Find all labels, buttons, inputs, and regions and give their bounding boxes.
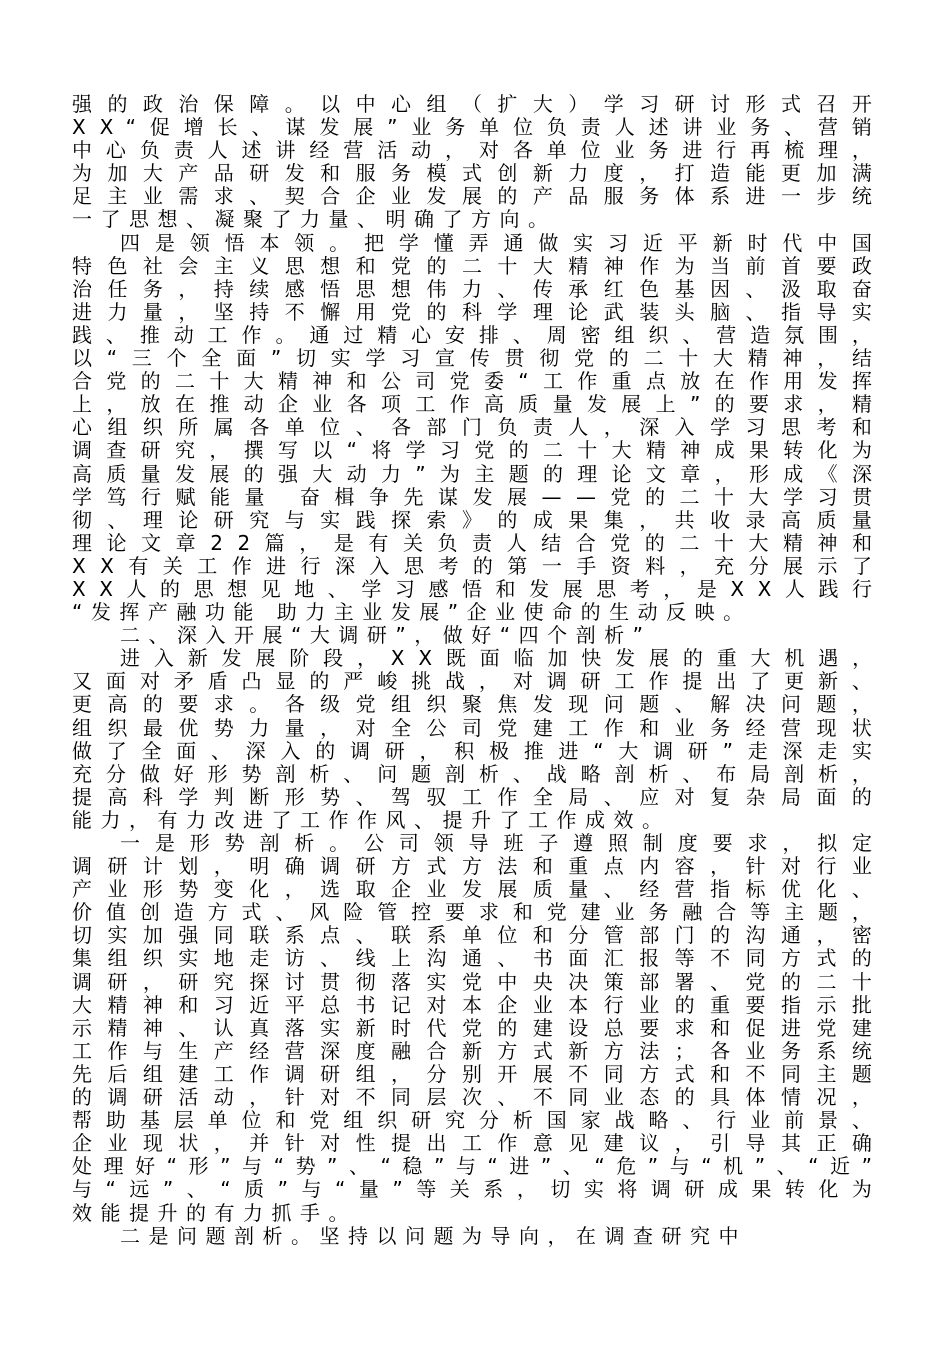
text-line-content: 中心负责人述讲经营活动，对各单位业务进行再梳理， <box>72 138 886 163</box>
text-line-content: 践、推动工作。通过精心安排、周密组织、营造氛围， <box>72 322 886 347</box>
text-line <box>72 1225 872 1248</box>
text-line-content: 集组织实地走访、线上沟通、书面汇报等不同方式的 <box>72 946 888 971</box>
text-line <box>72 138 886 163</box>
text-line-content: 切实加强同联系点、联系单位和分管部门的沟通，密 <box>72 923 888 948</box>
text-line-content: 处理好“形”与“势”、“稳”与“进”、“危”与“机”、“近” <box>72 1154 884 1179</box>
text-line <box>72 438 887 463</box>
text-line-content: 特色社会主义思想和党的二十大精神作为当前首要政 <box>72 253 888 278</box>
text-line-content: XX有关工作进行深入思考的第一手资料，充分展示了 <box>72 553 887 578</box>
text-line <box>72 1085 888 1110</box>
text-line <box>72 161 888 186</box>
text-line <box>72 946 888 971</box>
text-line-content: 为加大产品研发和服务模式创新力度，打造能更加满 <box>72 161 888 186</box>
text-line-content: 大精神和习近平总书记对本企业本行业的重要指示批 <box>72 992 888 1017</box>
text-line-content: 彻、理论研究与实践探索》的成果集，共收录高质量 <box>72 507 888 532</box>
text-line-content: 足主业需求、契合企业发展的产品服务体系进一步统 <box>72 184 888 209</box>
text-line <box>72 1202 872 1225</box>
text-line-content: 提高科学判断形势、驾驭工作全局、应对复杂局面的 <box>72 784 888 809</box>
text-line <box>72 299 888 324</box>
text-line <box>72 992 888 1017</box>
text-line <box>72 715 888 740</box>
text-line-content: 与“远”、“质”与“量”等关系，切实将调研成果转化为 <box>72 1177 886 1202</box>
text-line-content: XX“促增长、谋发展”业务单位负责人述讲业务、营销 <box>72 115 886 140</box>
text-line-content: 价值创造方式、风险管控要求和党建业务融合等主题， <box>72 900 886 925</box>
text-line <box>72 276 888 301</box>
text-line <box>72 969 888 994</box>
text-line <box>72 576 886 601</box>
text-line-content: 进入新发展阶段，XX既面临加快发展的重大机遇， <box>120 646 886 671</box>
text-line <box>72 738 887 763</box>
text-line-content: 能力，有力改进了工作作风、提升了工作成效。 <box>72 807 671 832</box>
text-line <box>72 346 887 371</box>
text-line-content: 上，放在推动企业各项工作高质量发展上”的要求，精 <box>72 392 887 417</box>
text-line-content: 工作与生产经营深度融合新方式新方法；各业务系统 <box>72 1038 888 1063</box>
text-line <box>72 92 888 116</box>
text-line <box>72 601 872 624</box>
text-line-content: XX人的思想见地、学习感悟和发展思考，是XX人践行 <box>72 576 886 601</box>
text-line-content: 先后组建工作调研组，分别开展不同方式和不同主题 <box>72 1061 888 1086</box>
text-line <box>72 784 888 809</box>
text-line-content: 调研，研究探讨贯彻落实党中央决策部署、党的二十 <box>72 969 888 994</box>
text-line-content: 治任务，持续感悟思想伟力、传承红色基因、汲取奋 <box>72 276 888 301</box>
text-line-content: 的调研活动，针对不同层次、不同业态的具体情况， <box>72 1085 888 1110</box>
text-line <box>72 322 886 347</box>
text-line <box>72 877 888 902</box>
text-line-content: 充分做好形势剖析、问题剖析、战略剖析、布局剖析， <box>72 761 886 786</box>
text-line <box>72 761 886 786</box>
text-line-content: 二是问题剖析。坚持以问题为导向，在调查研究中 <box>120 1223 747 1248</box>
text-line-content: 高质量发展的强大动力”为主题的理论文章，形成《深 <box>72 461 887 486</box>
text-line <box>72 253 888 278</box>
text-line <box>72 624 872 647</box>
text-line <box>72 692 888 717</box>
text-line-content: “发挥产融功能 助力主业发展”企业使命的生动反映。 <box>72 600 752 625</box>
text-line-content: 进力量，坚持不懈用党的科学理论武装头脑、指导实 <box>72 299 888 324</box>
text-line <box>72 900 886 925</box>
text-line <box>72 392 887 417</box>
text-line <box>72 530 887 555</box>
text-line <box>72 208 872 231</box>
text-line <box>72 646 886 671</box>
text-line <box>72 854 888 879</box>
text-line-content: 效能提升的有力抓手。 <box>72 1200 357 1225</box>
text-line <box>72 461 887 486</box>
text-line-content: 以“三个全面”切实学习宣传贯彻党的二十大精神，结 <box>72 346 887 371</box>
text-line-content: 心组织所属各单位、各部门负责人，深入学习思考和 <box>72 415 888 440</box>
text-line-content: 调研计划，明确调研方式方法和重点内容，针对行业 <box>72 854 888 879</box>
text-line <box>72 669 886 694</box>
text-line <box>72 507 888 532</box>
text-line-content: 产业形势变化，选取企业发展质量、经营指标优化、 <box>72 877 888 902</box>
text-line <box>72 1154 884 1179</box>
text-line <box>72 923 888 948</box>
text-line-content: 强的政治保障。以中心组（扩大）学习研讨形式召开 <box>72 92 888 116</box>
text-line <box>72 1108 886 1133</box>
text-line-content: 做了全面、深入的调研，积极推进“大调研”走深走实 <box>72 738 887 763</box>
text-line <box>72 1061 888 1086</box>
text-line-content: 又面对矛盾凸显的严峻挑战，对调研工作提出了更新、 <box>72 669 886 694</box>
text-line <box>72 184 888 209</box>
text-line <box>72 115 886 140</box>
text-line <box>72 230 887 255</box>
text-line <box>72 1038 888 1063</box>
text-line <box>72 369 887 394</box>
text-line <box>72 415 888 440</box>
text-line-content: 二、深入开展“大调研”，做好“四个剖析” <box>120 623 652 648</box>
text-line-content: 一了思想、凝聚了力量、明确了方向。 <box>72 207 557 232</box>
text-line-content: 组织最优势力量，对全公司党建工作和业务经营现状 <box>72 715 888 740</box>
text-line-content: 学笃行赋能量 奋楫争先谋发展——党的二十大学习贯 <box>72 484 887 509</box>
text-line-content: 理论文章22篇，是有关负责人结合党的二十大精神和 <box>72 530 887 555</box>
text-line <box>72 809 872 832</box>
text-line <box>72 1131 888 1156</box>
text-line <box>72 553 887 578</box>
text-line-content: 一是形势剖析。公司领导班子遵照制度要求，拟定 <box>120 831 887 855</box>
text-line <box>72 1015 888 1040</box>
text-line <box>72 831 887 855</box>
text-line-content: 示精神、认真落实新时代党的建设总要求和促进党建 <box>72 1015 888 1040</box>
text-line-content: 调查研究，撰写以“将学习党的二十大精神成果转化为 <box>72 438 887 463</box>
text-line-content: 四是领悟本领。把学懂弄通做实习近平新时代中国 <box>120 230 887 255</box>
text-line-content: 更高的要求。各级党组织聚焦发现问题、解决问题， <box>72 692 888 717</box>
text-line-content: 合党的二十大精神和公司党委“工作重点放在作用发挥 <box>72 369 887 394</box>
text-line-content: 企业现状，并针对性提出工作意见建议，引导其正确 <box>72 1131 888 1156</box>
text-line <box>72 1177 886 1202</box>
text-line-content: 帮助基层单位和党组织研究分析国家战略、行业前景、 <box>72 1108 886 1133</box>
text-line <box>72 484 887 509</box>
body-text <box>72 92 888 1248</box>
